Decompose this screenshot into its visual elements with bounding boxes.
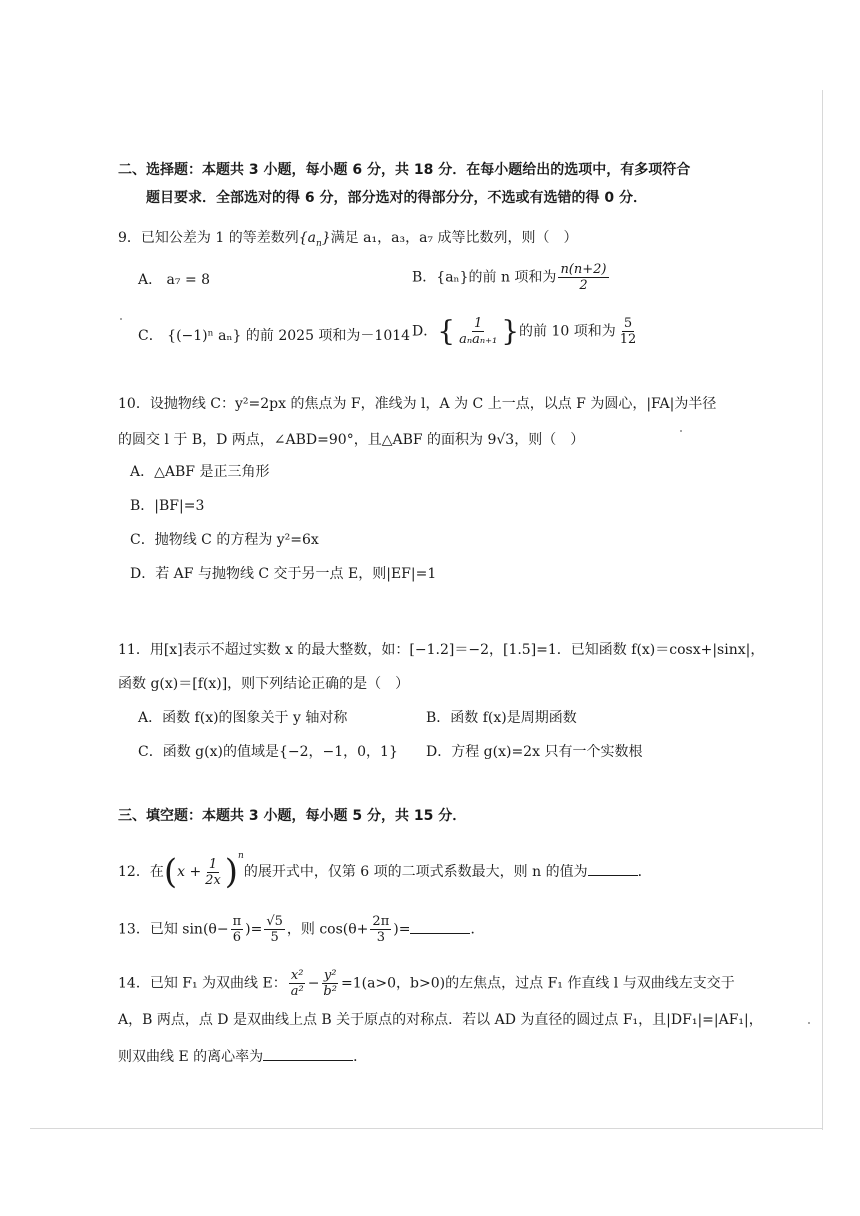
q14-stem-line3: 则双曲线 E 的离心率为 ． — [118, 1046, 367, 1067]
q14-answer-blank[interactable] — [263, 1046, 353, 1061]
q9-option-d: D．{ $\frac{1}{\text{aₙaₙ₊₁}}$ }的前 10 项和为 $\frac{5}{12}$ — [412, 314, 637, 348]
q14-stem-post: =1(a>0，b>0)的左焦点，过点 F₁ 作直线 l 与双曲线左支交于 — [340, 975, 735, 992]
q10-stem-line1: 10．设抛物线 C：y²=2px 的焦点为 F，准线为 l，A 为 C 上一点，以点 F 为圆心，|FA|为半径 — [118, 396, 717, 412]
section2-title-line1: 二、选择题：本题共 3 小题，每小题 6 分，共 18 分．在每小题给出的选项中，有多项符合 — [118, 162, 691, 178]
q9-option-d-fraction: $\frac{5}{12}$ — [619, 316, 637, 347]
q14-fraction-x: $\frac{\text{x²}}{\text{a²}}$ — [290, 968, 304, 999]
q9-option-a: A． a₇ = 8 — [138, 272, 211, 288]
q9-option-b — [412, 262, 611, 293]
q9-stem-post: 满足 a₁，a₃，a₇ 成等比数列，则（ ） — [330, 230, 578, 246]
q10-option-b: B．|BF|=3 — [130, 498, 205, 514]
q14-stem-line2: A，B 两点，点 D 是双曲线上点 B 关于原点的对称点．若以 AD 为直径的圆过点 F₁，且|DF₁|=|AF₁|， — [118, 1012, 763, 1028]
q12-stem-post: 的展开式中，仅第 6 项的二项式系数最大，则 n 的值为 — [243, 864, 588, 880]
q9-option-c: C． {(−1)ⁿ aₙ} 的前 2025 项和为－1014 — [138, 328, 411, 344]
section3-title: 三、填空题：本题共 3 小题，每小题 5 分，共 15 分． — [118, 808, 467, 824]
page-edge-bottom — [30, 1128, 822, 1129]
q11-stem-line2: 函数 g(x)＝[f(x)]，则下列结论正确的是（ ） — [118, 676, 410, 692]
q14-stem-line3-text: 则双曲线 E 的离心率为 — [118, 1049, 264, 1065]
q14-stem-line1: 14．已知 F₁ 为双曲线 E： $\frac{\text{x²}}{\text{a²}}$ − $\frac{\text{y²}}{\text{b²}}$ =1(a>0，b>0)的左焦点，过点 F₁ 作直线 l 与双曲线左支交于 — [118, 968, 735, 999]
q12-exponent: n — [238, 851, 244, 861]
q9-option-d-term: $\frac{1}{\text{aₙaₙ₊₁}}$ — [459, 316, 498, 347]
q13-stem: 13．已知 sin(θ− $\frac{\pi}{6}$ )= $\frac{√5}{5}$ ，则 cos(θ+ $\frac{2\pi}{3}$ )= ． — [118, 914, 485, 945]
q10-stem-line2: 的圆交 l 于 B，D 两点，∠ABD=90°，且△ABF 的面积为 9√3，则（ ） — [118, 432, 585, 448]
q12-fraction: $\frac{1}{2x}$ — [205, 856, 221, 888]
q11-stem-line1: 11．用[x]表示不超过实数 x 的最大整数，如：[−1.2]＝−2，[1.5]=1．已知函数 f(x)＝cosx+|sinx|， — [118, 642, 765, 658]
page-edge-right — [822, 90, 823, 1130]
scan-speck — [120, 318, 122, 320]
section2-title-line2: 题目要求．全部选对的得 6 分，部分选对的得部分分，不选或有选错的得 0 分． — [146, 190, 647, 206]
q11-option-b: B．函数 f(x)是周期函数 — [426, 710, 577, 726]
q9-stem — [118, 228, 577, 254]
q9-stem-pre: 9．已知公差为 1 的等差数列 — [118, 230, 299, 246]
q12-stem: 12．在(x + $\frac{1}{2x}$ )$^n$的展开式中，仅第 6 项的二项式系数最大，则 n 的值为 ． — [118, 851, 652, 892]
q13-fraction-pi6: $\frac{\pi}{6}$ — [232, 914, 242, 945]
q10-option-a: A．△ABF 是正三角形 — [130, 464, 270, 480]
q14-stem-pre: 14．已知 F₁ 为双曲线 E： — [118, 975, 287, 992]
scan-speck — [808, 1022, 810, 1024]
q9-option-b-fraction: $\frac{n(n+2)}{2}$ — [560, 262, 607, 293]
q11-option-a: A．函数 f(x)的图象关于 y 轴对称 — [138, 710, 348, 726]
q9-option-d-label: D． — [412, 323, 438, 340]
q12-x-term: x + — [177, 864, 202, 880]
q9-stem-seq: $\{a_n\}$ — [298, 230, 331, 249]
q9-option-d-text: 的前 10 项和为 — [519, 323, 616, 340]
q9-option-b-text: B．{aₙ}的前 n 项和为 — [412, 269, 557, 286]
q11-option-c: C．函数 g(x)的值域是{−2，−1，0，1} — [138, 744, 398, 760]
q11-option-d: D．方程 g(x)=2x 只有一个实数根 — [426, 744, 643, 760]
q10-option-d: D．若 AF 与抛物线 C 交于另一点 E，则|EF|=1 — [130, 566, 437, 582]
q13-fraction-2pi3: $\frac{2\pi}{3}$ — [372, 914, 390, 945]
q10-option-c: C．抛物线 C 的方程为 y²=6x — [130, 532, 319, 548]
q13-fraction-root5: $\frac{√5}{5}$ — [266, 914, 283, 945]
scan-speck — [680, 430, 682, 432]
q13-stem-pre: 13．已知 sin(θ− — [118, 921, 229, 938]
q14-fraction-y: $\frac{\text{y²}}{\text{b²}}$ — [323, 968, 337, 999]
q13-answer-blank[interactable] — [410, 919, 470, 934]
q12-stem-pre: 12．在 — [118, 864, 164, 880]
q12-answer-blank[interactable] — [588, 861, 638, 876]
